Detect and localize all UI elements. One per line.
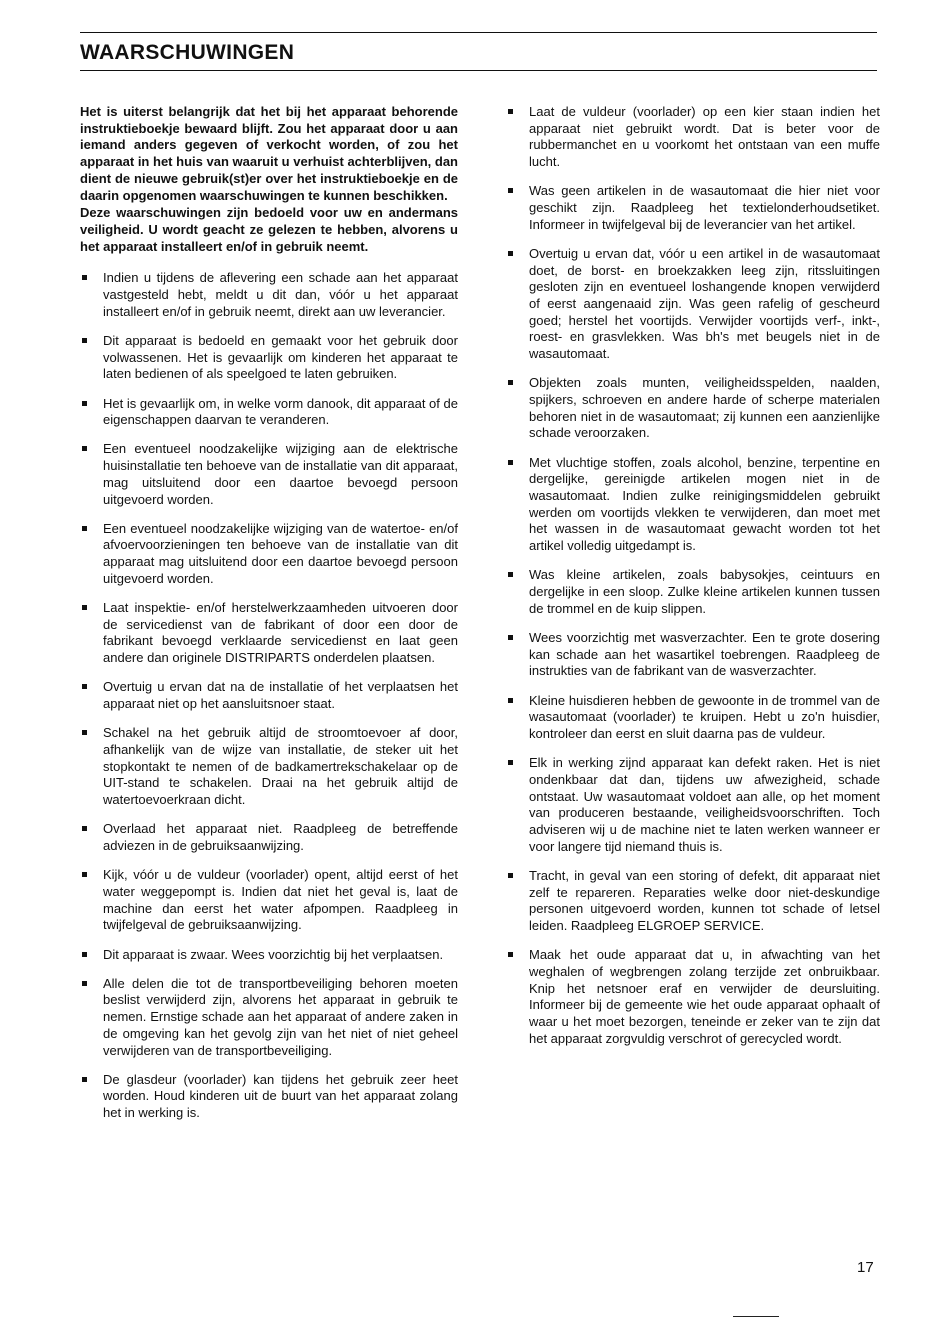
warning-item (506, 183, 880, 233)
bullet-icon (82, 952, 87, 957)
warning-text: Dit apparaat is zwaar. Wees voorzichtig bij het verplaatsen. (103, 946, 444, 962)
bullet-icon (82, 275, 87, 280)
warning-item (80, 725, 458, 809)
bullet-icon (82, 684, 87, 689)
left-column (80, 104, 458, 1134)
bullet-icon (82, 401, 87, 406)
warning-item (80, 396, 458, 429)
warnings-list-left (80, 270, 458, 1122)
warning-text: Objekten zoals munten, veiligheidsspelden, naalden, spijkers, schroeven en andere harde of scherpe materialen behoren niet in de wasautomaat; zij kunnen een aanzienlijke schade veroorzaken. (529, 375, 880, 441)
bullet-icon (508, 698, 513, 703)
bullet-icon (82, 872, 87, 877)
warning-text: Overtuig u ervan dat na de installatie of het verplaatsen het apparaat niet op het aansluitsnoer staat. (103, 679, 458, 712)
bullet-icon (508, 109, 513, 114)
bullet-icon (508, 251, 513, 256)
warning-text: Een eventueel noodzakelijke wijziging aan de elektrische huisinstallatie ten behoeve van de installatie van dit apparaat, mag uitsluitend door een daartoe bevoegd persoon uitgevoerd worden. (103, 441, 458, 507)
bullet-icon (508, 572, 513, 577)
warning-text: Het is gevaarlijk om, in welke vorm danook, dit apparaat of de eigenschappen daarvan te veranderen. (103, 395, 458, 428)
intro-paragraph: Deze waarschuwingen zijn bedoeld voor uw en andermans veiligheid. U wordt geacht ze gelezen te hebben, alvorens u het apparaat installeert en/of in gebruik neemt. (80, 205, 458, 254)
bullet-icon (82, 446, 87, 451)
footer-line (733, 1316, 779, 1317)
warning-text: Schakel na het gebruik altijd de stroomtoevoer af door, afhankelijk van de wijze van installatie, de steker uit het stopkontakt te nemen of de badkamertrekschakelaar op de UIT-stand te schakelen. Draai na het gebruik altijd de watertoevoerkraan dicht. (103, 725, 458, 808)
warning-text: Met vluchtige stoffen, zoals alcohol, benzine, terpentine en dergelijke, gereinigde artikelen mogen niet in de wasautomaat. Indien zulke reinigingsmiddelen gebruikt werden om voortijds vlekken te verwijderen, dan moet met het wassen in de wasautomaat gewacht worden tot het artikel volledig uitgedampt is. (529, 454, 880, 554)
bullet-icon (508, 635, 513, 640)
warning-text: Een eventueel noodzakelijke wijziging van de watertoe- en/of afvoervoorzieningen ten behoeve van de installatie van dit apparaat mag uitsluitend door een daartoe bevoegd persoon uitgevoerd worden. (103, 520, 458, 586)
warning-text: Indien u tijdens de aflevering een schade aan het apparaat vastgesteld hebt, meldt u dit dan, vóór u het apparaat installeert en/of in gebruik neemt, direkt aan uw leverancier. (103, 270, 458, 319)
title-rule (80, 70, 877, 71)
warning-item (80, 976, 458, 1060)
bullet-icon (82, 826, 87, 831)
bullet-icon (508, 873, 513, 878)
warning-item (80, 441, 458, 508)
warning-text: De glasdeur (voorlader) kan tijdens het gebruik zeer heet worden. Houd kinderen uit de buurt van het apparaat zolang het in werking is. (103, 1071, 458, 1121)
warning-item (506, 455, 880, 555)
warning-text: Overlaad het apparaat niet. Raadpleeg de betreffende adviezen in de gebruiksaanwijzing. (103, 821, 458, 854)
warning-text: Kleine huisdieren hebben de gewoonte in de trommel van de wasautomaat (voorlader) te kruipen. Hebt u zo'n huisdier, kontroleer dan eerst en sluit daarna pas de vuldeur. (529, 692, 880, 741)
warning-item (80, 600, 458, 667)
warning-text: Kijk, vóór u de vuldeur (voorlader) opent, altijd eerst of het water weggepompt is. Indien dat niet het geval is, laat de machine dan eerst het water afpompen. Raadpleeg in twijfelgeval de gebruiksaanwijzing. (103, 867, 458, 933)
bullet-icon (508, 188, 513, 193)
intro-paragraph: Het is uiterst belangrijk dat het bij het apparaat behorende instruktieboekje bewaard blijft. Zou het apparaat door u aan iemand anders gegeven of verkocht worden, of zou het apparaat in het huis van waaruit u verhuist achterblijven, dan dient de nieuwe gebruik(st)er over het instruktieboekje en de daarin opgenomen waarschuwingen te kunnen beschikken. (80, 104, 458, 203)
warning-item (80, 270, 458, 320)
bullet-icon (82, 526, 87, 531)
warning-text: Dit apparaat is bedoeld en gemaakt voor het gebruik door volwassenen. Het is gevaarlijk om kinderen het apparaat te laten bedienen of als speelgoed te laten gebruiken. (103, 332, 458, 382)
warning-item (506, 693, 880, 743)
warning-item (506, 375, 880, 442)
bullet-icon (508, 952, 513, 957)
bullet-icon (82, 730, 87, 735)
warning-text: Alle delen die tot de transportbeveiliging behoren moeten beslist verwijderd zijn, alvorens het apparaat in gebruik te nemen. Ernstige schade aan het apparaat of andere zaken in de omgeving kan het gevolg zijn van het niet of niet geheel verwijderen van de transportbeveiliging. (103, 975, 458, 1058)
warning-item (506, 755, 880, 855)
warning-item (506, 567, 880, 617)
page-number: 17 (857, 1259, 874, 1276)
warning-text: Laat de vuldeur (voorlader) op een kier staan indien het apparaat niet gebruikt wordt. Dat is beter voor de rubbermanchet en u voorkomt het ontstaan van een muffe lucht. (529, 104, 880, 170)
warning-item (80, 333, 458, 383)
bullet-icon (508, 380, 513, 385)
bullet-icon (82, 981, 87, 986)
warning-item (506, 947, 880, 1047)
warning-item (506, 868, 880, 935)
warning-text: Wees voorzichtig met wasverzachter. Een te grote dosering kan schade aan het wasartikel toebrengen. Raadpleeg de instrukties van de fabrikant van de wasverzachter. (529, 629, 880, 679)
bullet-icon (82, 605, 87, 610)
warning-item (506, 104, 880, 171)
right-column (506, 104, 880, 1060)
warning-text: Tracht, in geval van een storing of defekt, dit apparaat niet zelf te repareren. Reparaties welke door niet-deskundige personen uitgevoerd worden, kunnen tot schade of letsel leiden. Raadpleeg ELGROEP SERVICE. (529, 867, 880, 934)
bullet-icon (508, 460, 513, 465)
bullet-icon (82, 1077, 87, 1082)
page-title: WAARSCHUWINGEN (80, 41, 295, 64)
warning-item (80, 867, 458, 934)
warning-text: Elk in werking zijnd apparaat kan defekt raken. Het is niet ondenkbaar dat dan, tijdens uw afwezigheid, schade ontstaat. Uw wasautomaat voldoet aan alle, op het moment van produceren bestaande, veiligheidsvoorschriften. Toch adviseren wij u de machine niet te laten werken wanneer er voor langere tijd niemand thuis is. (529, 755, 880, 854)
warning-item (506, 246, 880, 363)
bullet-icon (508, 760, 513, 765)
warning-item (80, 947, 458, 964)
warning-item (80, 679, 458, 712)
warning-item (80, 821, 458, 854)
top-rule (80, 32, 877, 33)
warning-item (80, 521, 458, 588)
warning-item (506, 630, 880, 680)
warning-text: Was kleine artikelen, zoals babysokjes, ceintuurs en dergelijke in een sloop. Zulke kleine artikelen kunnen tussen de trommel en de kuip slippen. (529, 567, 880, 616)
warning-text: Laat inspektie- en/of herstelwerkzaamheden uitvoeren door de servicedienst van de fabrikant of door een door de fabrikant bevoegd verklaarde servicedienst en laat geen andere dan originele DISTRIPARTS onderdelen plaatsen. (103, 600, 458, 666)
warning-text: Overtuig u ervan dat, vóór u een artikel in de wasautomaat doet, de borst- en broekzakken leeg zijn, ritssluitingen gesloten zijn en eventueel loshangende knopen verwijderd of eerst aangenaaid zijn. Was geen rafelig of gescheurd goed; herstel het voortijds. Verwijder voortijds verf-, inkt-, roest- en grasvlekken. Was bh's met beugels niet in de wasautomaat. (529, 245, 880, 362)
warning-text: Maak het oude apparaat dat u, in afwachting van het weghalen of wegbrengen zolang terzijde zet onbruikbaar. Knip het netsnoer eraf en verwijder de deursluiting. Informeer bij de gemeente wie het oude apparaat ophaalt of waar u het moet bezorgen, teneinde er zeker van te zijn dat het apparaat zorgvuldig verschrot of gerecycled wordt. (529, 947, 880, 1046)
bullet-icon (82, 338, 87, 343)
warning-item (80, 1072, 458, 1122)
warnings-list-right (506, 104, 880, 1047)
warning-text: Was geen artikelen in de wasautomaat die hier niet voor geschikt zijn. Raadpleeg het textielonderhoudsetiket. Informeer in twijfelgeval bij de leverancier van het artikel. (529, 183, 880, 232)
